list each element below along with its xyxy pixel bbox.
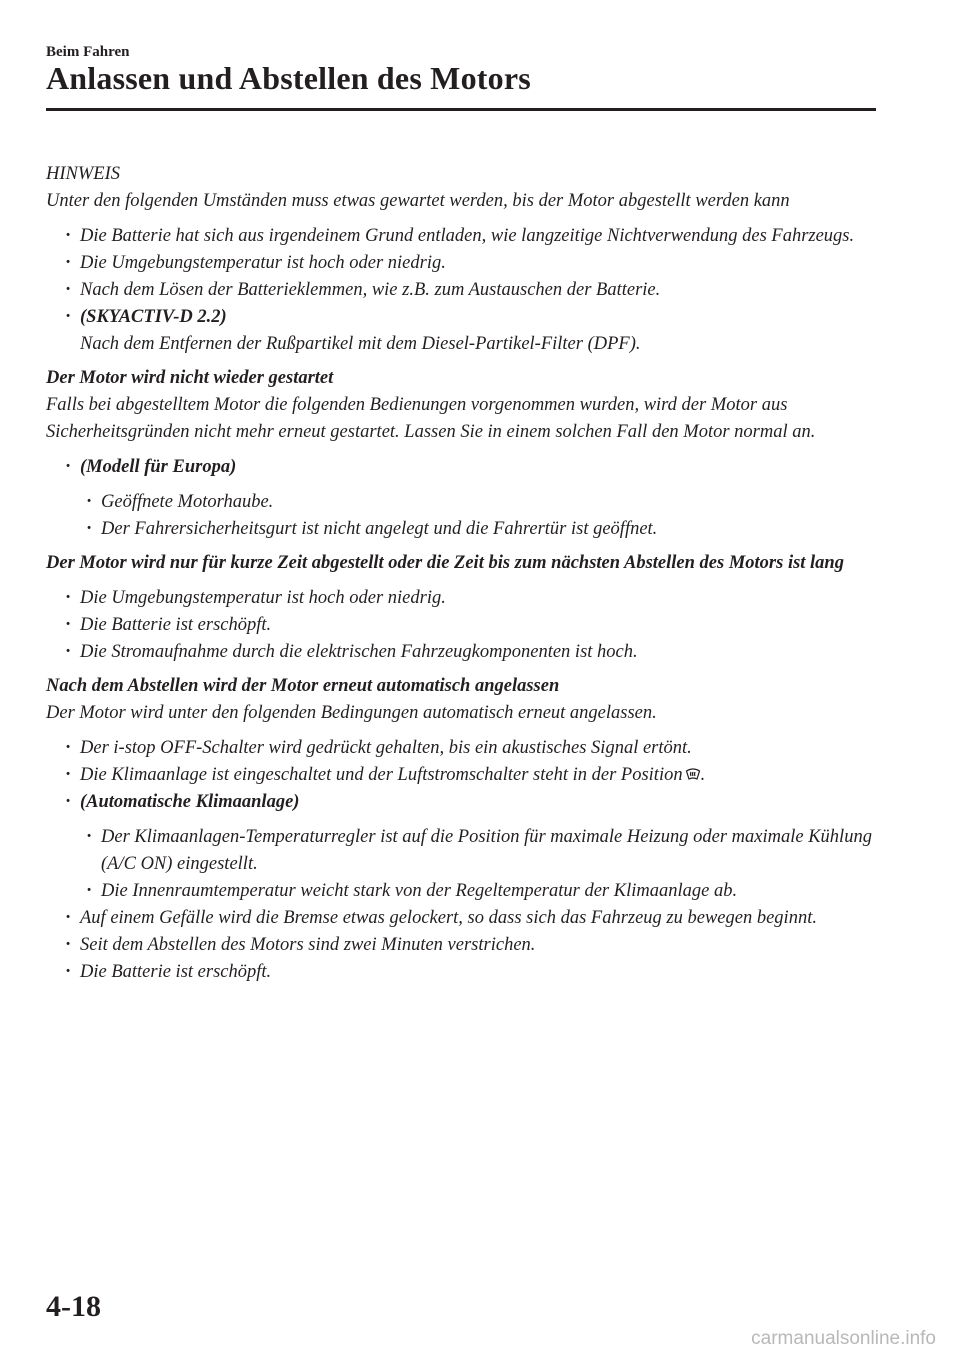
list-item-europe [64,454,876,481]
title-rule [46,108,876,111]
list-item: · Geöffnete Motorhaube. [85,489,876,516]
no-restart-list [46,454,876,481]
note-label: HINWEIS [46,164,120,184]
list-item: · Auf einem Gefälle wird die Bremse etwas gelockert, so dass sich das Fahrzeug zu bewegen beginnt. [64,905,876,932]
list-item: · Die Innenraumtemperatur weicht stark von der Regeltemperatur der Klimaanlage ab. [85,878,876,905]
note-heading: Unter den folgenden Umständen muss etwas gewartet werden, bis der Motor abgestellt werden kann [46,191,790,211]
list-item: · Seit dem Abstellen des Motors sind zwei Minuten verstrichen. [64,932,876,959]
skyactiv-label: (SKYACTIV-D 2.2) [80,307,227,327]
windshield-defroster-icon [685,766,701,782]
list-item: · Die Umgebungstemperatur ist hoch oder niedrig. [64,585,876,612]
page-title: Anlassen und Abstellen des Motors [46,60,531,96]
list-item-end: . [700,765,706,785]
skyactiv-text: Nach dem Entfernen der Rußpartikel mit dem Diesel-Partikel-Filter (DPF). [80,334,641,354]
list-item: · Der Fahrersicherheitsgurt ist nicht angelegt und die Fahrertür ist geöffnet. [85,516,876,543]
page-number: 4-18 [46,1290,101,1323]
short-stop-heading: Der Motor wird nur für kurze Zeit abgestellt oder die Zeit bis zum nächsten Abstellen des Motors ist lang [46,553,844,573]
auto-restart-heading: Nach dem Abstellen wird der Motor erneut automatisch angelassen [46,676,560,696]
list-item: · Die Batterie hat sich aus irgendeinem Grund entladen, wie langzeitige Nichtverwendung des Fahrzeugs. [64,223,876,250]
list-item-text: Die Klimaanlage ist eingeschaltet und der Luftstromschalter steht in der Position [80,765,683,785]
auto-restart-list-more [46,905,876,986]
short-stop-list [46,585,876,666]
no-restart-heading: Der Motor wird nicht wieder gestartet [46,368,334,388]
list-item-auto-ac [64,789,876,816]
list-item: · Die Batterie ist erschöpft. [64,612,876,639]
list-item: · Nach dem Lösen der Batterieklemmen, wie z.B. zum Austauschen der Batterie. [64,277,876,304]
list-item: · Der Klimaanlagen-Temperaturregler ist auf die Position für maximale Heizung oder maximale Kühlung (A/C ON) eingestellt. [85,824,876,878]
europe-label: (Modell für Europa) [80,457,237,477]
page-content [46,161,876,986]
list-item: · Die Stromaufnahme durch die elektrischen Fahrzeugkomponenten ist hoch. [64,639,876,666]
list-item: · Der i-stop OFF-Schalter wird gedrückt gehalten, bis ein akustisches Signal ertönt. [64,735,876,762]
list-item-with-icon [64,762,876,789]
no-restart-text: Falls bei abgestelltem Motor die folgenden Bedienungen vorgenommen wurden, wird der Motor aus Sicherheitsgründen nicht mehr erneut gestartet. Lassen Sie in einem solchen Fall den Motor normal an. [46,395,816,442]
note-list [46,223,876,358]
auto-ac-list [46,824,876,905]
europe-list [46,489,876,543]
auto-restart-list [46,735,876,816]
section-label: Beim Fahren [46,44,130,60]
list-item: · Die Umgebungstemperatur ist hoch oder niedrig. [64,250,876,277]
list-item: · Die Batterie ist erschöpft. [64,959,876,986]
auto-restart-text: Der Motor wird unter den folgenden Bedingungen automatisch erneut angelassen. [46,703,657,723]
list-item-skyactiv [64,304,876,358]
auto-ac-label: (Automatische Klimaanlage) [80,792,300,812]
watermark: carmanualsonline.info [751,1328,936,1349]
